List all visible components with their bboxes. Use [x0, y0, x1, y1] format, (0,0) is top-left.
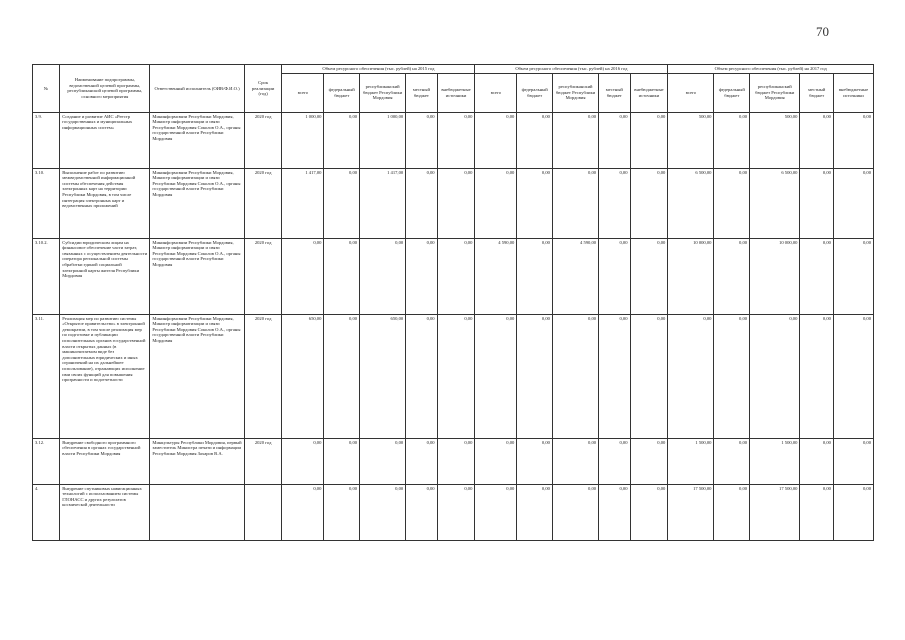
value-cell: 0,00	[324, 438, 360, 484]
subheader-cell: всего	[668, 73, 714, 112]
value-cell: 0,00	[517, 438, 553, 484]
value-cell: 0,00	[437, 112, 475, 168]
subheader-cell: местный бюджет	[800, 73, 834, 112]
table-row	[33, 168, 874, 238]
value-cell: 0,00	[833, 112, 873, 168]
value-cell: 0,00	[406, 314, 437, 438]
budget-table	[32, 64, 874, 541]
header-term: Срок реализации (год)	[244, 65, 282, 113]
value-cell: 10 000,00	[668, 238, 714, 314]
value-cell: 0,00	[517, 314, 553, 438]
value-cell: 0,00	[360, 238, 406, 314]
value-cell: 0,00	[406, 484, 437, 540]
value-cell: 0,00	[517, 484, 553, 540]
value-cell: 0,00	[630, 314, 668, 438]
subheader-cell: внебюджетные источники	[833, 73, 873, 112]
value-cell: 0,00	[599, 168, 630, 238]
row-num-cell: 4.	[33, 484, 60, 540]
value-cell: 0,00	[800, 112, 834, 168]
value-cell: 1 500,00	[750, 438, 800, 484]
value-cell: 1 500,00	[668, 438, 714, 484]
row-term-cell: 2020 год	[244, 112, 282, 168]
subheader-cell: всего	[475, 73, 517, 112]
value-cell: 10 000,00	[750, 238, 800, 314]
table-header-row-1	[33, 65, 874, 74]
value-cell: 0,00	[750, 314, 800, 438]
header-name: Наименование подпрограммы, ведомственной целевой программы, республиканской целевой программы, основного мероприятия	[60, 65, 150, 113]
row-term-cell	[244, 484, 282, 540]
value-cell: 0,00	[833, 484, 873, 540]
value-cell: 0,00	[517, 168, 553, 238]
row-executor-cell: Мининформсвязи Республики Мордовия, Министр информатизации и связи Республики Мордовия Соколов О.А., органы государственной власти Республики Мордовия	[150, 168, 244, 238]
subheader-cell: внебюджетные источники	[630, 73, 668, 112]
header-executor: Ответственный исполнитель (ОИВ/Ф.И.О.)	[150, 65, 244, 113]
value-cell: 0,00	[437, 168, 475, 238]
value-cell: 0,00	[599, 238, 630, 314]
value-cell: 0,00	[630, 484, 668, 540]
row-executor-cell: Мининформсвязи Республики Мордовия, Министр информатизации и связи Республики Мордовия Соколов О.А., органы государственной власти Республики Мордовия	[150, 112, 244, 168]
value-cell: 0,00	[833, 438, 873, 484]
value-cell: 0,00	[800, 484, 834, 540]
value-cell: 0,00	[282, 238, 324, 314]
value-cell: 650,00	[282, 314, 324, 438]
value-cell: 0,00	[599, 314, 630, 438]
value-cell: 0,00	[714, 314, 750, 438]
value-cell: 0,00	[437, 238, 475, 314]
value-cell: 0,00	[475, 112, 517, 168]
header-num: №	[33, 65, 60, 113]
value-cell: 0,00	[599, 484, 630, 540]
row-name-cell: Создание и развитие АИС «Реестр государственных и муниципальных информационных систем»	[60, 112, 150, 168]
value-cell: 0,00	[475, 168, 517, 238]
value-cell: 0,00	[800, 314, 834, 438]
value-cell: 0,00	[437, 438, 475, 484]
value-cell: 0,00	[552, 112, 598, 168]
value-cell: 1 000,00	[282, 112, 324, 168]
row-num-cell: 3.9.	[33, 112, 60, 168]
value-cell: 0,00	[714, 484, 750, 540]
value-cell: 4 590,00	[475, 238, 517, 314]
value-cell: 0,00	[599, 112, 630, 168]
value-cell: 0,00	[360, 484, 406, 540]
value-cell: 0,00	[437, 484, 475, 540]
row-executor-cell: Мининформсвязи Республики Мордовия, Министр информатизации и связи Республики Мордовия Соколов О.А., органы государственной власти Республики Мордовия	[150, 238, 244, 314]
value-cell: 0,00	[475, 438, 517, 484]
row-name-cell: Внедрение свободного программного обеспечения в органах государственной власти Республики Мордовия	[60, 438, 150, 484]
subheader-cell: республиканский бюджет Республики Мордовия	[360, 73, 406, 112]
value-cell: 6 500,00	[750, 168, 800, 238]
value-cell: 0,00	[714, 438, 750, 484]
subheader-cell: федеральный бюджет	[714, 73, 750, 112]
value-cell: 0,00	[552, 438, 598, 484]
value-cell: 0,00	[552, 484, 598, 540]
subheader-cell: республиканский бюджет Республики Мордовия	[552, 73, 598, 112]
value-cell: 0,00	[406, 238, 437, 314]
row-term-cell: 2020 год	[244, 314, 282, 438]
value-cell: 0,00	[668, 314, 714, 438]
row-num-cell: 3.10.2.	[33, 238, 60, 314]
value-cell: 0,00	[714, 112, 750, 168]
row-name-cell: Реализация мер по развитию системы «Открытое правительство» в электронной демократии, в том числе реализация мер по подготовке и публикации исполнительных органов государственной власти открытых данных (в машиночитаемом виде без дополнительных юридических и иных ограничений на их дальнейшее использование), отражающих исполнение ими своих функций для повышения прозрачности и подотчетности	[60, 314, 150, 438]
table-row	[33, 238, 874, 314]
value-cell: 0,00	[324, 112, 360, 168]
row-name-cell: Выполнение работ по развитию межведомственной информационной системы обеспечения действия электронных карт на территории Республики Мордовия, в том числе интеграция электронных карт и ведомственных приложений	[60, 168, 150, 238]
table-row	[33, 438, 874, 484]
value-cell: 0,00	[406, 112, 437, 168]
value-cell: 0,00	[360, 438, 406, 484]
value-cell: 0,00	[282, 484, 324, 540]
row-term-cell: 2020 год	[244, 438, 282, 484]
value-cell: 0,00	[406, 168, 437, 238]
value-cell: 6 500,00	[668, 168, 714, 238]
value-cell: 1 417,00	[360, 168, 406, 238]
subheader-cell: внебюджетные источники	[437, 73, 475, 112]
subheader-cell: местный бюджет	[406, 73, 437, 112]
value-cell: 0,00	[437, 314, 475, 438]
value-cell: 0,00	[833, 314, 873, 438]
row-term-cell: 2020 год	[244, 168, 282, 238]
value-cell: 0,00	[714, 168, 750, 238]
subheader-cell: федеральный бюджет	[517, 73, 553, 112]
value-cell: 0,00	[630, 438, 668, 484]
value-cell: 0,00	[630, 168, 668, 238]
header-2016: Объем ресурсного обеспечения (тыс. рублей) на 2016 год	[475, 65, 668, 74]
value-cell: 0,00	[833, 168, 873, 238]
row-executor-cell: Минкультуры Республики Мордовия, первый заместитель Министра печати и информации Республики Мордовия Захаров В.А.	[150, 438, 244, 484]
value-cell: 17 500,00	[750, 484, 800, 540]
value-cell: 0,00	[324, 314, 360, 438]
table-row	[33, 112, 874, 168]
value-cell: 500,00	[668, 112, 714, 168]
row-executor-cell: Мининформсвязи Республики Мордовия, Министр информатизации и связи Республики Мордовия Соколов О.А., органы государственной власти Республики Мордовия	[150, 314, 244, 438]
value-cell: 17 500,00	[668, 484, 714, 540]
value-cell: 1 417,00	[282, 168, 324, 238]
row-name-cell: Субсидии юридическим лицам на финансовое обеспечение части затрат, связанных с осуществлением деятельности оператора региональной системы обработки единой социальной электронной карты жителя Республики Мордовия	[60, 238, 150, 314]
value-cell: 0,00	[630, 238, 668, 314]
subheader-cell: федеральный бюджет	[324, 73, 360, 112]
subheader-cell: местный бюджет	[599, 73, 630, 112]
row-num-cell: 3.10.	[33, 168, 60, 238]
value-cell: 0,00	[517, 238, 553, 314]
value-cell: 0,00	[324, 168, 360, 238]
value-cell: 0,00	[282, 438, 324, 484]
value-cell: 0,00	[406, 438, 437, 484]
value-cell: 1 000,00	[360, 112, 406, 168]
value-cell: 0,00	[800, 238, 834, 314]
page-number: 70	[816, 24, 829, 39]
subheader-cell: всего	[282, 73, 324, 112]
value-cell: 0,00	[833, 238, 873, 314]
value-cell: 0,00	[552, 168, 598, 238]
value-cell: 500,00	[750, 112, 800, 168]
value-cell: 0,00	[714, 238, 750, 314]
table-body	[33, 112, 874, 540]
value-cell: 0,00	[475, 484, 517, 540]
value-cell: 650,00	[360, 314, 406, 438]
row-executor-cell	[150, 484, 244, 540]
value-cell: 0,00	[800, 438, 834, 484]
row-term-cell: 2020 год	[244, 238, 282, 314]
subheader-cell: республиканский бюджет Республики Мордовия	[750, 73, 800, 112]
value-cell: 4 590,00	[552, 238, 598, 314]
row-num-cell: 3.12.	[33, 438, 60, 484]
row-num-cell: 3.11.	[33, 314, 60, 438]
value-cell: 0,00	[324, 238, 360, 314]
header-2017: Объем ресурсного обеспечения (тыс. рублей) на 2017 год	[668, 65, 874, 74]
row-name-cell: Внедрение спутниковых навигационных технологий с использованием системы ГЛОНАСС и других результатов космической деятельности	[60, 484, 150, 540]
value-cell: 0,00	[517, 112, 553, 168]
value-cell: 0,00	[552, 314, 598, 438]
value-cell: 0,00	[599, 438, 630, 484]
table-row	[33, 314, 874, 438]
value-cell: 0,00	[324, 484, 360, 540]
header-2015: Объем ресурсного обеспечения (тыс. рублей) на 2015 год	[282, 65, 475, 74]
value-cell: 0,00	[630, 112, 668, 168]
value-cell: 0,00	[475, 314, 517, 438]
table-row	[33, 484, 874, 540]
value-cell: 0,00	[800, 168, 834, 238]
